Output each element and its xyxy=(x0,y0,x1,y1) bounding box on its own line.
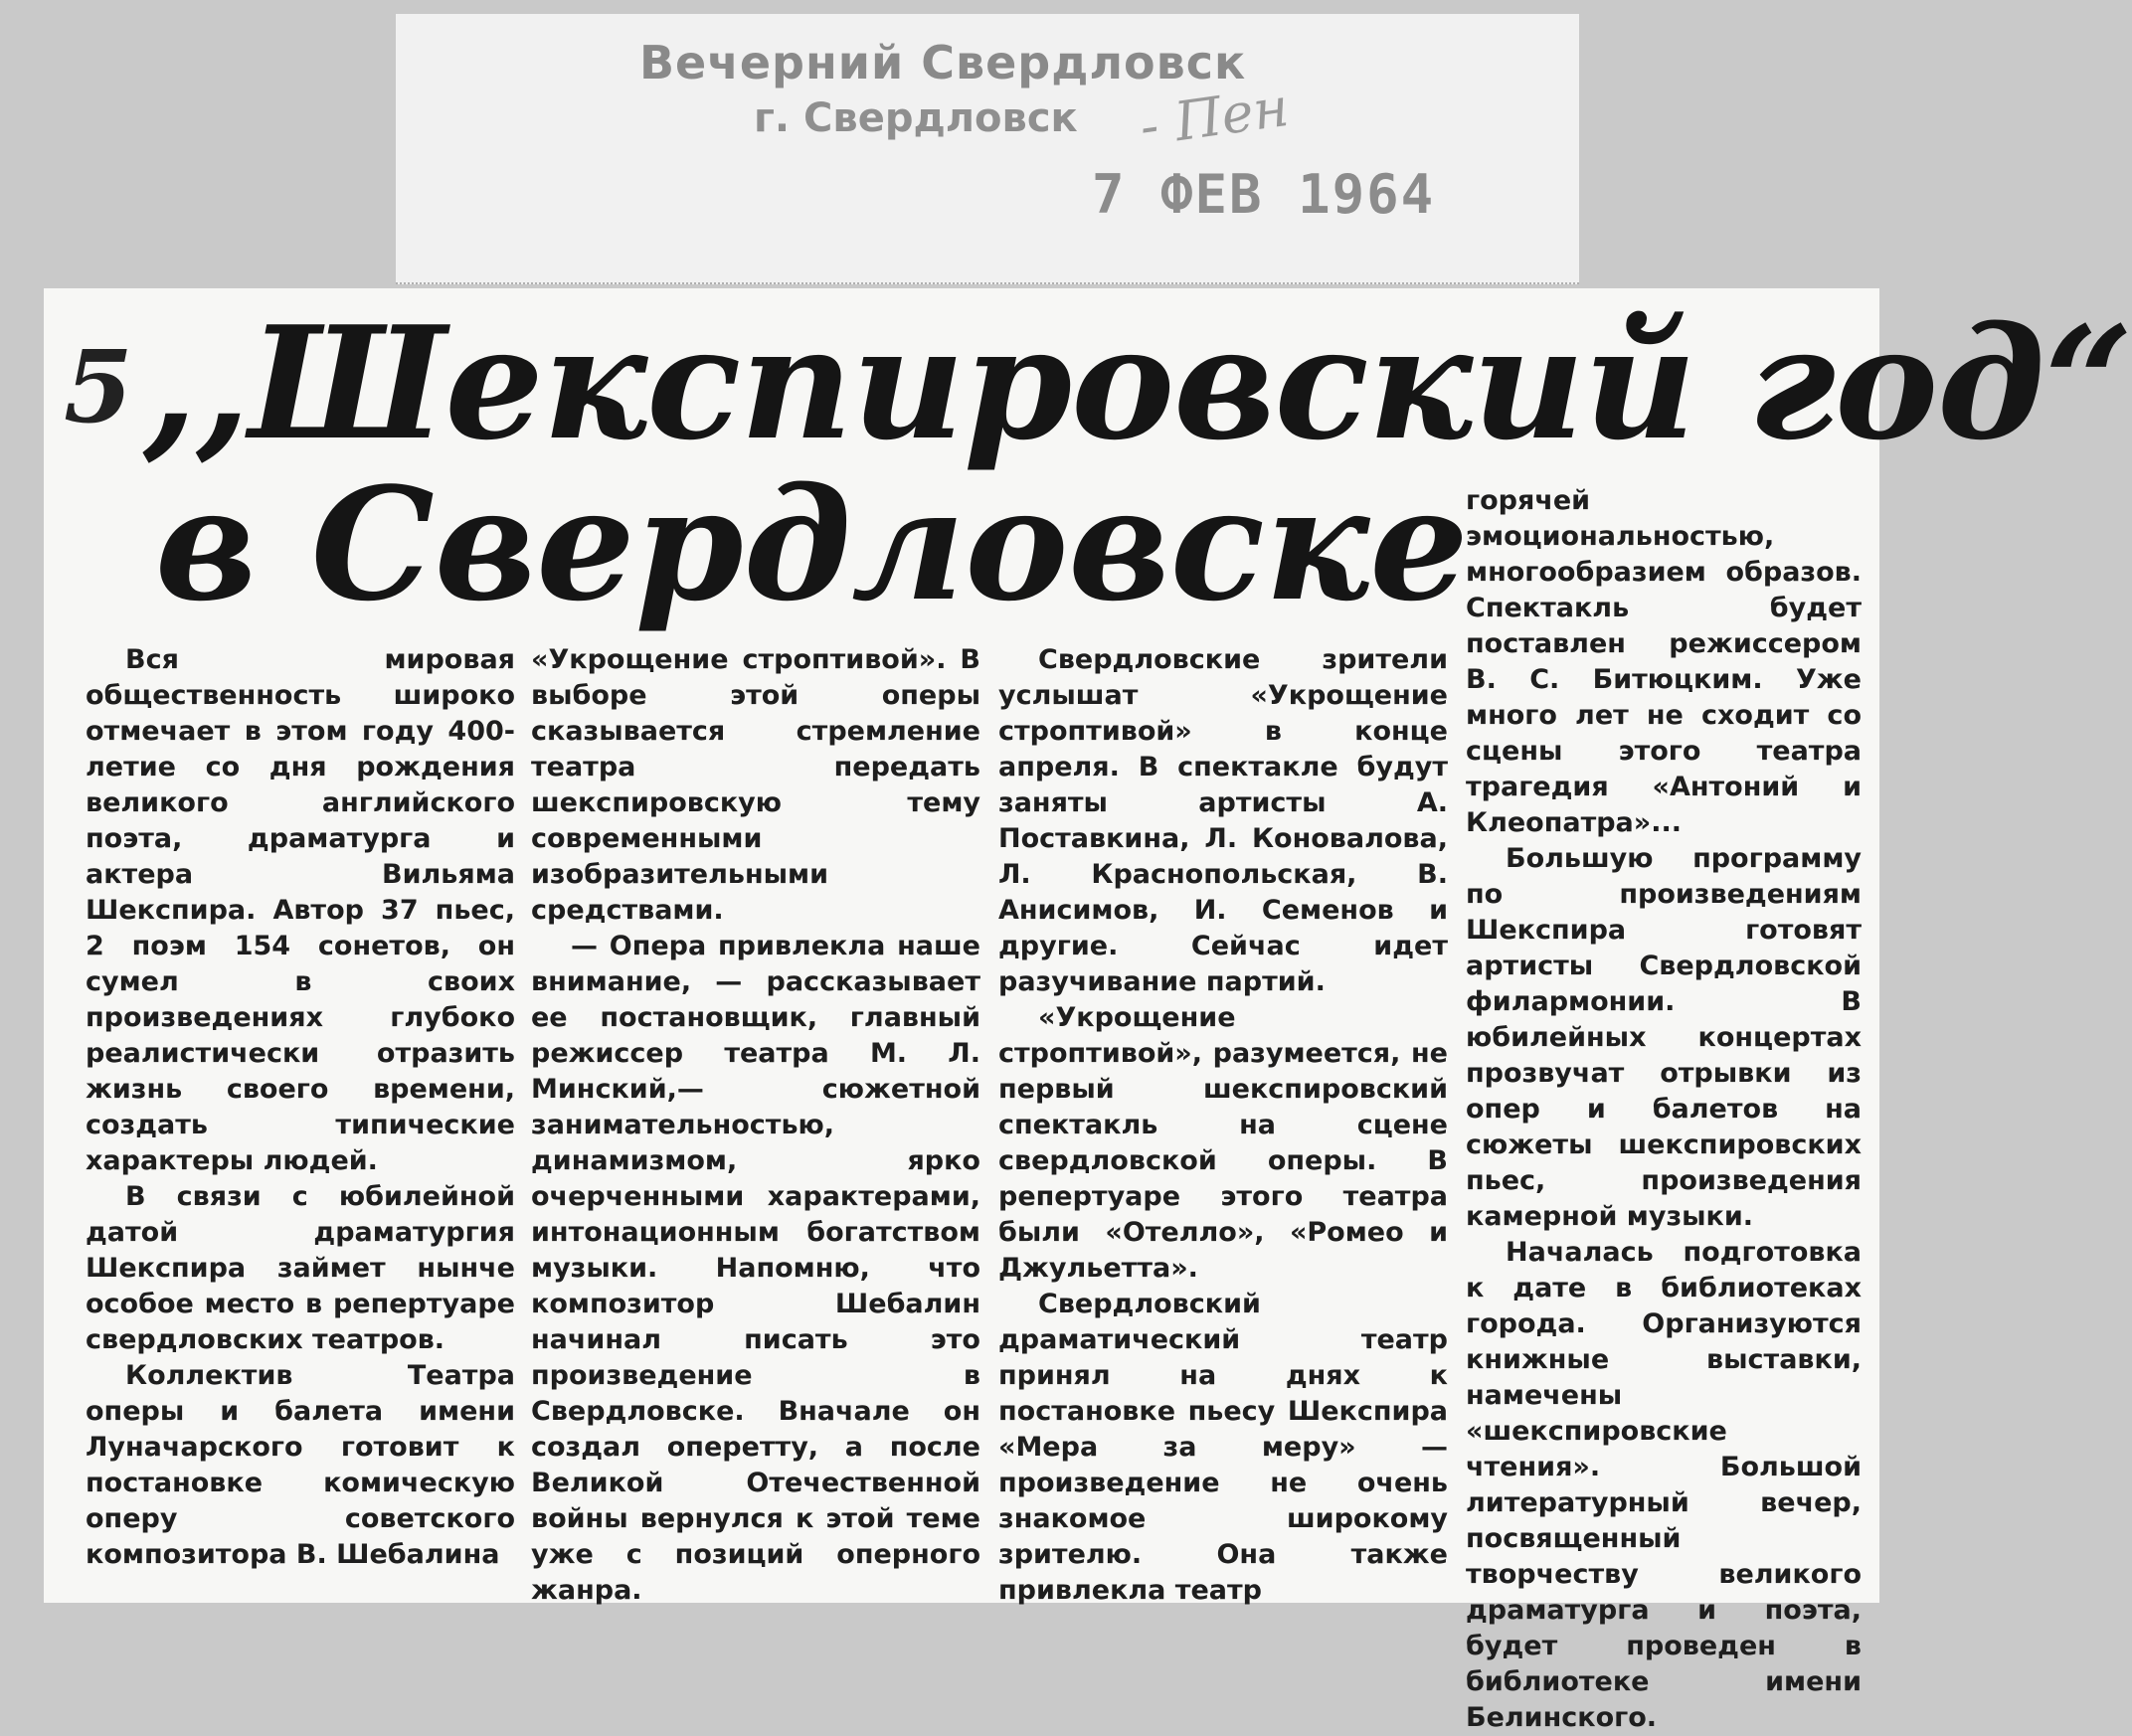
article-title-line-1: ,,Шекспировский год“ xyxy=(143,292,2132,474)
paragraph: Вся мировая общественность широко отмечает в этом году 400-летие со дня рождения великого английского поэта, драматурга и актера Вильяма Шекспира. Автор 37 пьес, 2 поэм 154 сонетов, он сумел в своих произведениях глубоко реалистически отразить жизнь своего времени, создать типические характеры людей. xyxy=(86,644,515,1176)
paragraph: Свердловский драматический театр принял на днях к постановке пьесу Шекспира «Мера за меру» — произведение не очень знакомое широкому зрителю. Она также привлекла театр xyxy=(998,1289,1448,1606)
paragraph: — Опера привлекла наше внимание, — рассказывает ее постановщик, главный режиссер театра М. Л. Минский,— сюжетной занимательностью, динамизмом, ярко очерченными характерами, интонационным богатством музыки. Напомню, что композитор Шебалин начинал писать это произведение в Свердловске. Вначале он создал оперетту, а после Великой Отечественной войны вернулся к этой теме уже с позиций оперного жанра. xyxy=(531,931,980,1606)
paragraph: Большую программу по произведениям Шекспира готовят артисты Свердловской филармонии. В юбилейных концертах прозвучат отрывки из опер и балетов на сюжеты шекспировских пьес, произведения камерной музыки. xyxy=(1466,843,1862,1232)
stamp-date: 7 ФЕВ 1964 xyxy=(1092,163,1436,226)
article-column-4 xyxy=(1466,483,1862,1736)
handwritten-mark: 5 xyxy=(64,328,133,445)
stamp-city: г. Свердловск xyxy=(754,95,1078,141)
article-column-3 xyxy=(998,642,1448,1609)
article-column-2 xyxy=(531,642,980,1609)
paragraph: «Укрощение строптивой», разумеется, не первый шекспировский спектакль на сцене свердловской оперы. В репертуаре этого театра были «Отелло», «Ромео и Джульетта». xyxy=(998,1002,1448,1284)
paragraph: Коллектив Театра оперы и балета имени Луначарского готовит к постановке комическую оперу советского композитора В. Шебалина xyxy=(86,1360,515,1570)
stamp-newspaper-name: Вечерний Свердловск xyxy=(639,36,1247,89)
article-clipping xyxy=(44,288,2132,1733)
paragraph: Началась подготовка к дате в библиотеках города. Организуются книжные выставки, намечены «шекспировские чтения». Большой литературный вечер, посвященный творчеству великого драматурга и поэта, будет проведен в библиотеке имени Белинского. xyxy=(1466,1237,1862,1733)
article-title-line-2: в Свердловске xyxy=(155,453,1469,635)
newspaper-stamp xyxy=(396,14,1579,284)
paragraph: Свердловские зрители услышат «Укрощение строптивой» в конце апреля. В спектакле будут заняты артисты А. Поставкина, Л. Коновалова, Л. Краснопольская, В. Анисимов, И. Семенов и другие. Сейчас идет разучивание партий. xyxy=(998,644,1448,997)
paragraph: горячей эмоциональностью, многообразием образов. Спектакль будет поставлен режиссером В. С. Битюцким. Уже много лет не сходит со сцены этого театра трагедия «Антоний и Клеопатра»... xyxy=(1466,485,1862,838)
stamp-handwritten-note: - Пен xyxy=(1136,75,1293,159)
paragraph: «Укрощение строптивой». В выборе этой оперы сказывается стремление театра передать шекспировскую тему современными изобразительными средствами. xyxy=(531,644,980,926)
paragraph: В связи с юбилейной датой драматургия Шекспира займет нынче особое место в репертуаре свердловских театров. xyxy=(86,1181,515,1355)
article-column-1 xyxy=(86,642,515,1573)
